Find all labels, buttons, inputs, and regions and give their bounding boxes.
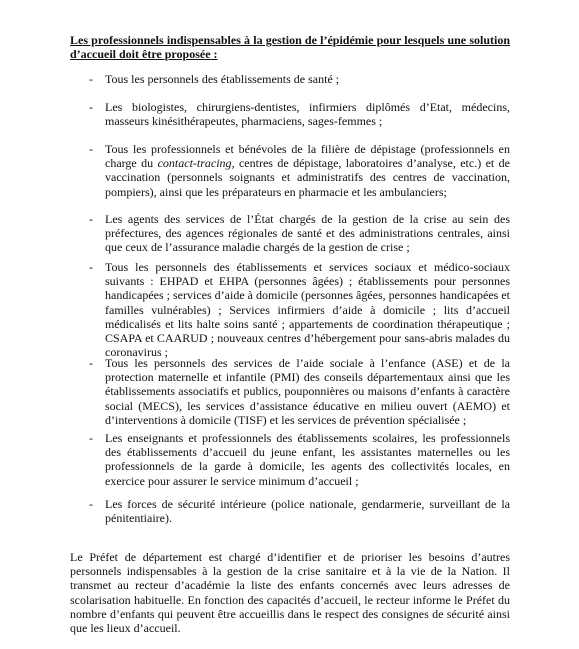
bullet-dash: -: [89, 497, 93, 511]
bullet-dash: -: [89, 142, 93, 156]
section-heading: Les professionnels indispensables à la gestion de l’épidémie pour lesquels une solution d’accueil doit être proposée :: [70, 33, 510, 61]
bullet-dash: -: [89, 72, 93, 86]
list-item-text-italic: contact-tracing: [157, 156, 232, 171]
list-item-text: Les agents des services de l’État chargés de la gestion de la crise au sein des préfectures, des agences régionales de santé et des administrations centrales, ainsi que ceux de l’assurance maladie chargés de la gestion de crise ;: [105, 212, 510, 255]
list-item-text: [105, 142, 510, 199]
bullet-dash: -: [89, 356, 93, 370]
closing-paragraph: Le Préfet de département est chargé d’identifier et de prioriser les besoins d’autres personnels indispensables à la gestion de la crise sanitaire et à la vie de la Nation. Il transmet au recteur d’académie la liste des enfants concernés avec leurs adresses de scolarisation habituelle. En fonction des capacités d’accueil, le recteur informe le Préfet du nombre d’enfants qui peuvent être accueillis dans le respect des consignes de sécurité ainsi que les lieux d’accueil.: [70, 550, 510, 636]
bullet-dash: -: [89, 260, 93, 274]
list-item-text: Les forces de sécurité intérieure (police nationale, gendarmerie, surveillant de la pénitentiaire).: [105, 497, 510, 526]
list-item-text: Tous les personnels des services de l’aide sociale à l’enfance (ASE) et de la protection maternelle et infantile (PMI) des conseils départementaux ainsi que les établissements associatifs et publics, pouponnières ou maisons d’enfants à caractère social (MECS), les services d’assistance éducative en milieu ouvert (AEMO) et d’interventions à domicile (TISF) et les services de prévention spécialisée ;: [105, 356, 510, 427]
list-item-text-part: Tous les professionnels et bénévoles de la filière de dépistage (professionnels en charge du: [105, 142, 510, 171]
bullet-dash: -: [89, 431, 93, 445]
list-item-text: Les enseignants et professionnels des établissements scolaires, les professionnels des établissements d’accueil du jeune enfant, les assistantes maternelles ou les professionnels de la garde à domicile, les agents des collectivités locales, en exercice pour assurer le service minimum d’accueil ;: [105, 431, 510, 488]
list-item-text: Tous les personnels des établissements de santé ;: [105, 72, 340, 86]
list-item-text-part: , centres de dépistage, laboratoires d’analyse, etc.) et de vaccination (personnels soignants et administratifs des centres de vaccination, pompiers), ainsi que les préparateurs en pharmacie et les ambulanciers;: [105, 156, 510, 199]
bullet-dash: -: [89, 212, 93, 226]
list-item-text: Tous les personnels des établissements et services sociaux et médico-sociaux suivants : EHPAD et EHPA (personnes âgées) ; établissements pour personnes handicapées ; services d’aide à domicile (personnes âgées, personnes handicapées et familles vulnérables) ; Services infirmiers d’aide à domicile ; lits d’accueil médicalisés et lits halte soins santé ; appartements de coordination thérapeutique ; CSAPA et CAARUD ; nouveaux centres d’hébergement pour sans-abris malades du coronavirus ;: [105, 260, 510, 360]
bullet-dash: -: [89, 100, 93, 114]
list-item-text: Les biologistes, chirurgiens-dentistes, infirmiers diplômés d’Etat, médecins, masseurs kinésithérapeutes, pharmaciens, sages-femmes ;: [105, 100, 510, 129]
